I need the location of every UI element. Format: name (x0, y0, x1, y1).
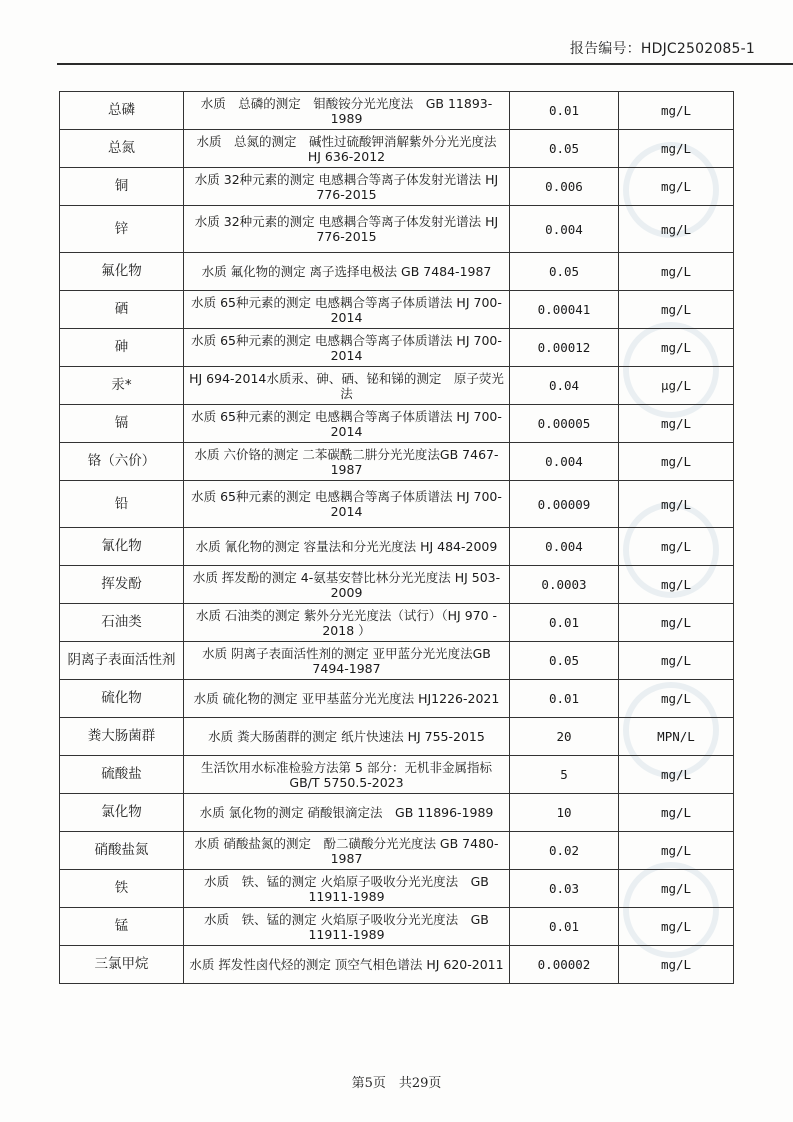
detection-limit-cell: 0.04 (510, 367, 619, 405)
test-item-cell: 砷 (60, 329, 184, 367)
table-row (60, 680, 734, 718)
test-item-cell: 粪大肠菌群 (60, 718, 184, 756)
test-method-cell: 水质 硫化物的测定 亚甲基蓝分光光度法 HJ1226-2021 (184, 680, 510, 718)
test-method-cell: 生活饮用水标准检验方法第 5 部分：无机非金属指标 GB/T 5750.5-2023 (184, 756, 510, 794)
unit-cell: mg/L (619, 329, 734, 367)
detection-limit-cell: 0.004 (510, 206, 619, 253)
test-item-cell: 石油类 (60, 604, 184, 642)
test-method-cell: 水质 挥发性卤代烃的测定 顶空气相色谱法 HJ 620-2011 (184, 946, 510, 984)
test-method-cell: 水质 阴离子表面活性剂的测定 亚甲蓝分光光度法GB 7494-1987 (184, 642, 510, 680)
detection-limit-cell: 0.00041 (510, 291, 619, 329)
unit-cell: mg/L (619, 680, 734, 718)
test-method-cell: 水质 65种元素的测定 电感耦合等离子体质谱法 HJ 700-2014 (184, 329, 510, 367)
test-method-cell: 水质 六价铬的测定 二苯碳酰二肼分光光度法GB 7467-1987 (184, 443, 510, 481)
table-row (60, 206, 734, 253)
unit-cell: mg/L (619, 405, 734, 443)
table-row (60, 329, 734, 367)
detection-limit-cell: 0.006 (510, 168, 619, 206)
test-item-cell: 镉 (60, 405, 184, 443)
test-item-cell: 氟化物 (60, 253, 184, 291)
table-row (60, 528, 734, 566)
detection-limit-cell: 10 (510, 794, 619, 832)
table-row (60, 92, 734, 130)
unit-cell: mg/L (619, 870, 734, 908)
test-item-cell: 锰 (60, 908, 184, 946)
test-item-cell: 硫化物 (60, 680, 184, 718)
unit-cell: mg/L (619, 481, 734, 528)
unit-cell: mg/L (619, 130, 734, 168)
detection-limit-cell: 20 (510, 718, 619, 756)
table-row (60, 604, 734, 642)
table-row (60, 168, 734, 206)
test-item-cell: 挥发酚 (60, 566, 184, 604)
detection-limit-cell: 0.02 (510, 832, 619, 870)
test-method-cell: 水质 氟化物的测定 离子选择电极法 GB 7484-1987 (184, 253, 510, 291)
unit-cell: mg/L (619, 832, 734, 870)
table-row (60, 718, 734, 756)
test-item-cell: 硫酸盐 (60, 756, 184, 794)
unit-cell: mg/L (619, 291, 734, 329)
unit-cell: μg/L (619, 367, 734, 405)
unit-cell: mg/L (619, 946, 734, 984)
table-row (60, 756, 734, 794)
test-item-cell: 铬（六价） (60, 443, 184, 481)
detection-limit-cell: 0.05 (510, 253, 619, 291)
table-row (60, 481, 734, 528)
test-item-cell: 总磷 (60, 92, 184, 130)
detection-methods-table (59, 91, 734, 984)
test-item-cell: 锌 (60, 206, 184, 253)
detection-limit-cell: 0.01 (510, 604, 619, 642)
detection-limit-cell: 0.01 (510, 92, 619, 130)
detection-limit-cell: 0.05 (510, 130, 619, 168)
unit-cell: mg/L (619, 528, 734, 566)
test-item-cell: 硝酸盐氮 (60, 832, 184, 870)
test-item-cell: 铁 (60, 870, 184, 908)
test-item-cell: 氰化物 (60, 528, 184, 566)
detection-limit-cell: 5 (510, 756, 619, 794)
test-item-cell: 总氮 (60, 130, 184, 168)
test-method-cell: 水质 铁、锰的测定 火焰原子吸收分光光度法 GB 11911-1989 (184, 908, 510, 946)
table-row (60, 130, 734, 168)
table-row (60, 367, 734, 405)
detection-limit-cell: 0.0003 (510, 566, 619, 604)
table-row (60, 443, 734, 481)
unit-cell: mg/L (619, 443, 734, 481)
detection-limit-cell: 0.01 (510, 680, 619, 718)
detection-limit-cell: 0.004 (510, 443, 619, 481)
detection-limit-cell: 0.03 (510, 870, 619, 908)
unit-cell: mg/L (619, 206, 734, 253)
table-row (60, 908, 734, 946)
table-row (60, 832, 734, 870)
table-row (60, 405, 734, 443)
test-method-cell: 水质 65种元素的测定 电感耦合等离子体质谱法 HJ 700-2014 (184, 481, 510, 528)
test-item-cell: 氯化物 (60, 794, 184, 832)
table-row (60, 566, 734, 604)
unit-cell: mg/L (619, 566, 734, 604)
unit-cell: MPN/L (619, 718, 734, 756)
test-item-cell: 铅 (60, 481, 184, 528)
page-number: 第5页 共29页 (351, 1076, 442, 1091)
table-row (60, 870, 734, 908)
test-method-cell: 水质 硝酸盐氮的测定 酚二磺酸分光光度法 GB 7480-1987 (184, 832, 510, 870)
unit-cell: mg/L (619, 794, 734, 832)
unit-cell: mg/L (619, 168, 734, 206)
table-row (60, 291, 734, 329)
unit-cell: mg/L (619, 756, 734, 794)
test-item-cell: 铜 (60, 168, 184, 206)
test-method-cell: 水质 32种元素的测定 电感耦合等离子体发射光谱法 HJ 776-2015 (184, 168, 510, 206)
table-row (60, 642, 734, 680)
unit-cell: mg/L (619, 253, 734, 291)
test-method-cell: 水质 粪大肠菌群的测定 纸片快速法 HJ 755-2015 (184, 718, 510, 756)
test-item-cell: 三氯甲烷 (60, 946, 184, 984)
test-item-cell: 硒 (60, 291, 184, 329)
detection-limit-cell: 0.00009 (510, 481, 619, 528)
report-number: 报告编号：HDJC2502085-1 (569, 41, 755, 57)
detection-limit-cell: 0.00005 (510, 405, 619, 443)
detection-limit-cell: 0.01 (510, 908, 619, 946)
unit-cell: mg/L (619, 642, 734, 680)
unit-cell: mg/L (619, 908, 734, 946)
test-item-cell: 汞* (60, 367, 184, 405)
detection-limit-cell: 0.004 (510, 528, 619, 566)
header-divider (57, 63, 793, 65)
detection-limit-cell: 0.00002 (510, 946, 619, 984)
test-method-cell: 水质 氯化物的测定 硝酸银滴定法 GB 11896-1989 (184, 794, 510, 832)
test-item-cell: 阴离子表面活性剂 (60, 642, 184, 680)
table-row (60, 253, 734, 291)
test-method-cell: 水质 65种元素的测定 电感耦合等离子体质谱法 HJ 700-2014 (184, 405, 510, 443)
test-method-cell: 水质 铁、锰的测定 火焰原子吸收分光光度法 GB 11911-1989 (184, 870, 510, 908)
test-method-cell: 水质 石油类的测定 紫外分光光度法（试行）（HJ 970 - 2018 ） (184, 604, 510, 642)
test-method-cell: 水质 32种元素的测定 电感耦合等离子体发射光谱法 HJ 776-2015 (184, 206, 510, 253)
detection-limit-cell: 0.05 (510, 642, 619, 680)
table-row (60, 946, 734, 984)
test-method-cell: 水质 氰化物的测定 容量法和分光光度法 HJ 484-2009 (184, 528, 510, 566)
test-method-cell: 水质 总磷的测定 钼酸铵分光光度法 GB 11893-1989 (184, 92, 510, 130)
test-method-cell: 水质 挥发酚的测定 4-氨基安替比林分光光度法 HJ 503-2009 (184, 566, 510, 604)
unit-cell: mg/L (619, 92, 734, 130)
test-method-cell: 水质 65种元素的测定 电感耦合等离子体质谱法 HJ 700-2014 (184, 291, 510, 329)
test-method-cell: 水质 总氮的测定 碱性过硫酸钾消解紫外分光光度法 HJ 636-2012 (184, 130, 510, 168)
test-method-cell: HJ 694-2014水质汞、砷、硒、铋和锑的测定 原子荧光法 (184, 367, 510, 405)
table-row (60, 794, 734, 832)
detection-limit-cell: 0.00012 (510, 329, 619, 367)
unit-cell: mg/L (619, 604, 734, 642)
